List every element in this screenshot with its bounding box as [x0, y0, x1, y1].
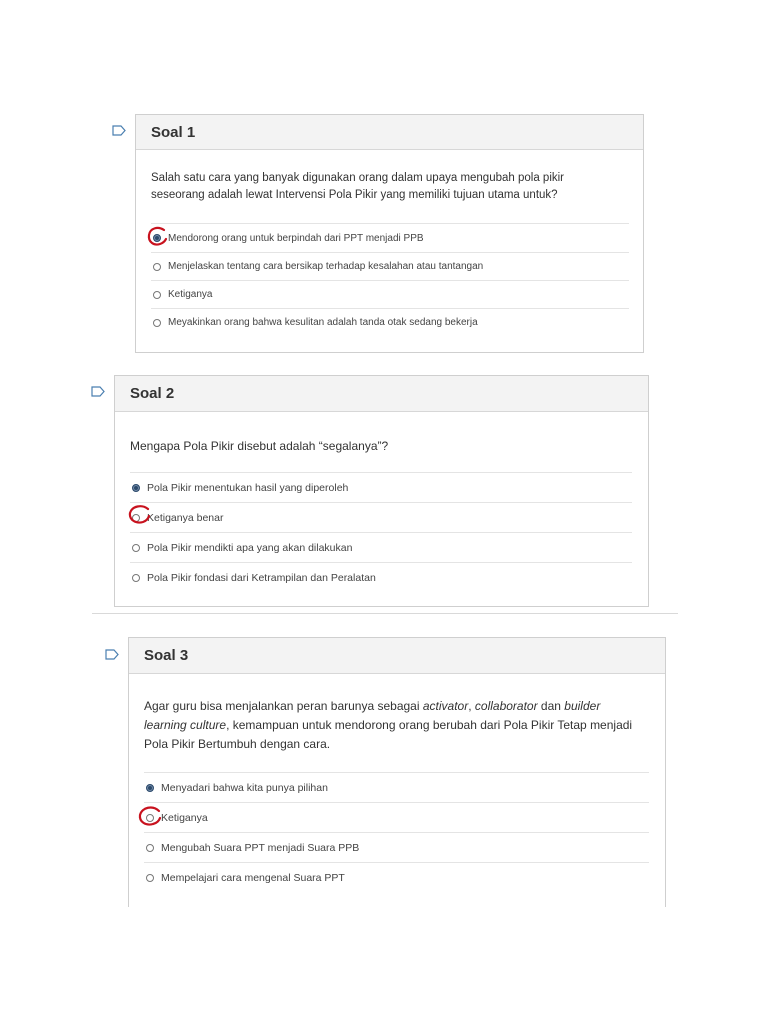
option-4[interactable] [130, 562, 632, 592]
question-text-italic: builder learning culture [144, 699, 601, 733]
option-label: Ketiganya [168, 289, 213, 300]
question-title: Soal 3 [144, 647, 189, 664]
option-label: Mengubah Suara PPT menjadi Suara PPB [161, 841, 360, 854]
option-1[interactable] [130, 472, 632, 502]
question-card-3 [128, 637, 666, 907]
question-text-part: , kemampuan untuk mendorong orang berubah dari Pola Pikir Tetap menjadi Pola Pikir Bertumbuh dengan cara. [144, 718, 633, 752]
answer-options [144, 772, 649, 892]
option-1[interactable] [144, 772, 649, 802]
section-divider [92, 613, 678, 614]
radio-button[interactable] [132, 514, 140, 522]
flag-icon[interactable] [112, 125, 126, 136]
radio-button[interactable] [153, 263, 161, 271]
option-3[interactable] [151, 280, 629, 308]
flag-icon[interactable] [105, 649, 119, 660]
option-4[interactable] [144, 862, 649, 892]
radio-button[interactable] [146, 814, 154, 822]
radio-button[interactable] [132, 544, 140, 552]
radio-button[interactable] [132, 484, 140, 492]
radio-button[interactable] [146, 784, 154, 792]
option-label: Menyadari bahwa kita punya pilihan [161, 781, 328, 794]
question-text: Salah satu cara yang banyak digunakan orang dalam upaya mengubah pola pikir seseorang adalah lewat Intervensi Pola Pikir yang memiliki tujuan utama untuk? [151, 172, 565, 201]
question-header [136, 115, 643, 150]
radio-button[interactable] [153, 319, 161, 327]
question-text: Mengapa Pola Pikir disebut adalah “segalanya”? [130, 439, 389, 453]
option-label: Ketiganya benar [147, 511, 224, 524]
option-2[interactable] [144, 802, 649, 832]
option-4[interactable] [151, 308, 629, 336]
answer-options [130, 472, 632, 592]
flag-icon[interactable] [91, 386, 105, 397]
option-label: Pola Pikir fondasi dari Ketrampilan dan Peralatan [147, 571, 376, 584]
question-header [129, 638, 665, 674]
answer-options [151, 223, 629, 336]
option-label: Menjelaskan tentang cara bersikap terhadap kesalahan atau tantangan [168, 261, 484, 272]
option-label: Ketiganya [161, 811, 208, 824]
radio-button[interactable] [132, 574, 140, 582]
option-1[interactable] [151, 223, 629, 252]
question-header [115, 376, 648, 412]
radio-button[interactable] [146, 844, 154, 852]
radio-button[interactable] [153, 234, 161, 242]
question-title: Soal 2 [130, 385, 175, 402]
question-text [144, 697, 644, 755]
option-label: Pola Pikir mendikti apa yang akan dilakukan [147, 541, 353, 554]
question-text-part: dan [537, 699, 565, 713]
question-title: Soal 1 [151, 123, 196, 141]
question-text-italic: activator [422, 699, 469, 713]
question-card-1 [135, 114, 644, 353]
option-label: Mempelajari cara mengenal Suara PPT [161, 871, 345, 884]
option-3[interactable] [130, 532, 632, 562]
question-text-part: , [468, 699, 475, 713]
question-text-part: Agar guru bisa menjalankan peran barunya sebagai [144, 699, 423, 713]
question-text-italic: collaborator [474, 699, 538, 713]
radio-button[interactable] [146, 874, 154, 882]
option-3[interactable] [144, 832, 649, 862]
option-label: Pola Pikir menentukan hasil yang diperoleh [147, 481, 349, 494]
option-2[interactable] [130, 502, 632, 532]
question-card-2 [114, 375, 649, 607]
radio-button[interactable] [153, 291, 161, 299]
option-label: Mendorong orang untuk berpindah dari PPT menjadi PPB [168, 232, 424, 244]
option-label: Meyakinkan orang bahwa kesulitan adalah tanda otak sedang bekerja [168, 317, 478, 328]
option-2[interactable] [151, 252, 629, 280]
